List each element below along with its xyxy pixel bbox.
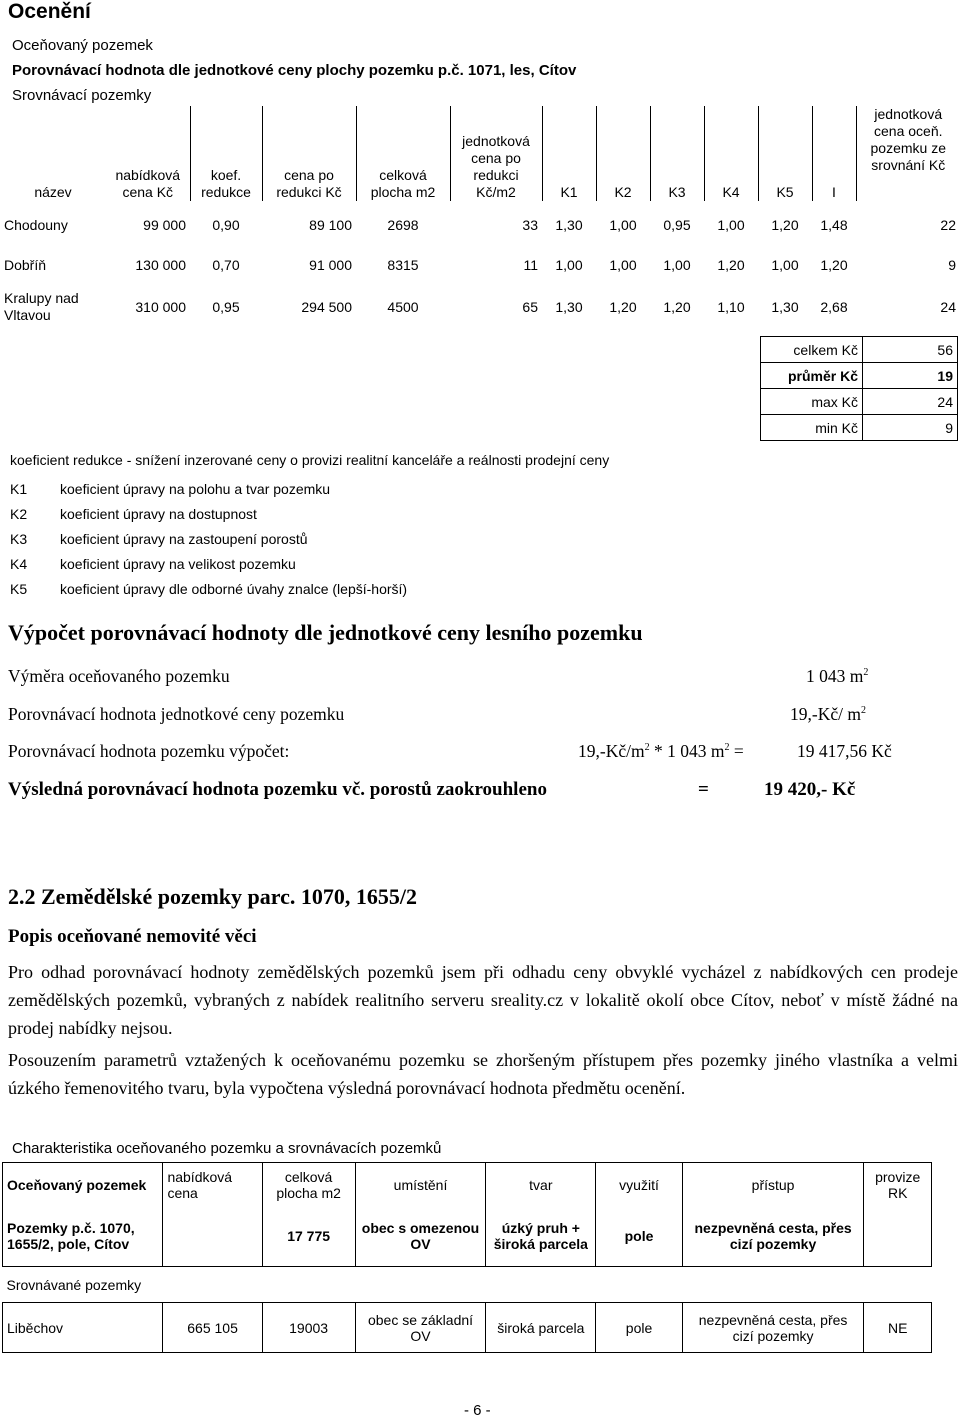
cell-reduced: 91 000 xyxy=(309,257,352,273)
cell-unit: 11 xyxy=(523,257,538,273)
subject-commission xyxy=(864,1207,932,1267)
paragraph-1: Pro odhad porovnávací hodnoty zemědělských pozemků jsem při odhadu ceny obvyklé vycházel z nabídkových cen prodeje zemědělských pozemků, vybraných z nabídek realitního serveru sreality.cz v lokalitě okolí obce Cítov, neboť v místě žádné na prodej nabídky nejsou. xyxy=(8,962,958,1038)
stats-row xyxy=(761,337,958,363)
cell-i: 1,48 xyxy=(820,216,848,233)
cell-k2: 1,20 xyxy=(609,299,637,315)
cell-offer: 310 000 xyxy=(135,299,186,315)
stats-value: 19 xyxy=(863,363,958,389)
calc-result: 19 417,56 Kč xyxy=(797,741,892,761)
char-title: Charakteristika oceňovaného pozemku a srovnávacích pozemků xyxy=(12,1140,442,1157)
compared-row xyxy=(3,1303,932,1353)
legend-key: K3 xyxy=(10,530,28,547)
header-k5: K5 xyxy=(758,106,812,201)
cell-reduced: 294 500 xyxy=(301,299,352,315)
char-header-use: využití xyxy=(596,1163,683,1207)
compared-access: nezpevněná cesta, přes cizí pozemky xyxy=(682,1303,864,1353)
header-result: jednotková cena oceň. pozemku ze srovnání Kč xyxy=(870,106,946,173)
subject-row xyxy=(3,1207,932,1267)
header-area: celková plocha m2 xyxy=(356,106,450,201)
compared-offer: 665 105 xyxy=(163,1303,262,1353)
cell-k1: 1,30 xyxy=(555,299,583,315)
unit-label: Porovnávací hodnota jednotkové ceny pozemku xyxy=(8,704,345,724)
table-row xyxy=(0,201,960,248)
area-value xyxy=(806,666,868,687)
characteristic-table xyxy=(2,1162,932,1353)
cell-k1: 1,30 xyxy=(555,216,583,233)
header-offer: nabídková cena Kč xyxy=(106,106,190,201)
legend-text: koeficient úpravy dle odborné úvahy znalce (lepší-horší) xyxy=(60,580,408,597)
legend-item xyxy=(10,501,407,526)
table-row xyxy=(0,248,960,282)
comparison-label: Srovnávací pozemky xyxy=(12,87,152,104)
header-name: název xyxy=(34,184,72,200)
legend-text: koeficient úpravy na polohu a tvar pozemku xyxy=(60,480,331,497)
cell-k5: 1,30 xyxy=(771,299,799,315)
comparison-table xyxy=(0,106,960,332)
compared-location: obec se základní OV xyxy=(355,1303,486,1353)
header-unit: jednotková cena po redukci Kč/m2 xyxy=(450,106,542,201)
legend-key: K2 xyxy=(10,505,28,522)
calc-title: Výpočet porovnávací hodnoty dle jednotkové ceny lesního pozemku xyxy=(8,620,643,645)
char-header-area: celková plocha m2 xyxy=(262,1163,355,1207)
result-value: 19 420,- Kč xyxy=(764,779,856,800)
cell-k2: 1,00 xyxy=(609,257,637,273)
cell-k5: 1,20 xyxy=(771,216,799,233)
stats-value: 9 xyxy=(863,415,958,441)
sup: 2 xyxy=(863,667,869,679)
stats-label: max Kč xyxy=(761,389,863,415)
cell-k2: 1,00 xyxy=(609,216,637,233)
stats-label: celkem Kč xyxy=(761,337,863,363)
area-label: Výměra oceňovaného pozemku xyxy=(8,666,230,686)
cell-coef: 0,95 xyxy=(212,299,240,315)
cell-name: Chodouny xyxy=(4,216,68,233)
cell-result: 24 xyxy=(940,299,956,315)
subject-label: Oceňovaný pozemek xyxy=(12,37,153,54)
legend-item xyxy=(10,526,407,551)
char-header-access: přístup xyxy=(682,1163,864,1207)
result-label: Výsledná porovnávací hodnota pozemku vč. porostů zaokrouhleno xyxy=(8,779,547,800)
cell-area: 4500 xyxy=(387,299,419,315)
stats-value: 24 xyxy=(863,389,958,415)
compared-shape: široká parcela xyxy=(486,1303,596,1353)
header-coef: koef. redukce xyxy=(190,106,262,201)
legend-item xyxy=(10,576,407,601)
char-header-shape: tvar xyxy=(486,1163,596,1207)
subject-offer xyxy=(163,1207,262,1267)
cell-k4: 1,20 xyxy=(717,257,745,273)
cell-coef: 0,70 xyxy=(212,257,240,273)
char-header-location: umístění xyxy=(355,1163,486,1207)
cell-name: Kralupy nad Vltavou xyxy=(4,290,79,323)
legend-item xyxy=(10,551,407,576)
cell-offer: 130 000 xyxy=(135,257,186,273)
stats-label: min Kč xyxy=(761,415,863,441)
cell-k3: 1,20 xyxy=(663,299,691,315)
cell-coef: 0,90 xyxy=(212,216,240,233)
header-i: I xyxy=(812,106,856,201)
legend-key: K5 xyxy=(10,580,28,597)
header-k3: K3 xyxy=(650,106,704,201)
compared-name: Liběchov xyxy=(3,1303,163,1353)
page-heading: Ocenění xyxy=(8,0,91,23)
header-reduced: cena po redukci Kč xyxy=(262,106,356,201)
cell-result: 9 xyxy=(948,257,956,273)
paragraph-2: Posouzením parametrů vztažených k oceňovanému pozemku se zhoršeným přístupem přes pozemky jiného vlastníka a velmi úzkého řemenovitého tvaru, byla vypočtena výsledná porovnávací hodnota předmětu ocenění. xyxy=(8,1050,958,1098)
header-k1: K1 xyxy=(542,106,596,201)
sup: 2 xyxy=(860,705,866,717)
legend-key: K1 xyxy=(10,480,28,497)
page-number: - 6 - xyxy=(464,1402,491,1419)
compared-use: pole xyxy=(596,1303,683,1353)
cell-k3: 0,95 xyxy=(663,216,691,233)
calc-expression xyxy=(578,741,744,762)
compared-label: Srovnávané pozemky xyxy=(3,1267,932,1303)
stats-label: průměr Kč xyxy=(761,363,863,389)
cell-unit: 65 xyxy=(522,299,538,315)
cell-result: 22 xyxy=(940,216,956,233)
cell-offer: 99 000 xyxy=(143,216,186,233)
legend-table xyxy=(10,476,407,601)
char-header-commission: provize RK xyxy=(864,1163,932,1207)
stats-row xyxy=(761,363,958,389)
legend-text: koeficient úpravy na velikost pozemku xyxy=(60,555,296,572)
stats-row xyxy=(761,389,958,415)
cell-k4: 1,10 xyxy=(717,299,745,315)
section-title: 2.2 Zemědělské pozemky parc. 1070, 1655/2 xyxy=(8,884,418,909)
table-row xyxy=(0,282,960,332)
section-subtitle: Popis oceňované nemovité věci xyxy=(8,926,257,947)
cell-k1: 1,00 xyxy=(555,257,583,273)
cell-reduced: 89 100 xyxy=(309,216,352,233)
cell-area: 2698 xyxy=(387,216,419,233)
cell-i: 1,20 xyxy=(820,257,848,273)
cell-i: 2,68 xyxy=(820,299,848,315)
calc-part: * 1 043 m xyxy=(649,741,725,761)
cell-k4: 1,00 xyxy=(717,216,745,233)
area-value-text: 1 043 m xyxy=(806,666,864,686)
comparison-title: Porovnávací hodnota dle jednotkové ceny plochy pozemku p.č. 1071, les, Cítov xyxy=(12,62,577,79)
stats-row xyxy=(761,415,958,441)
stats-value: 56 xyxy=(863,337,958,363)
subject-location: obec s omezenou OV xyxy=(355,1207,486,1267)
calc-label: Porovnávací hodnota pozemku výpočet: xyxy=(8,741,290,761)
unit-value-text: 19,-Kč/ m xyxy=(790,704,861,724)
header-k2: K2 xyxy=(596,106,650,201)
cell-area: 8315 xyxy=(387,257,419,273)
legend-key: K4 xyxy=(10,555,28,572)
header-k4: K4 xyxy=(704,106,758,201)
subject-shape: úzký pruh + široká parcela xyxy=(486,1207,596,1267)
char-header-subject: Oceňovaný pozemek xyxy=(3,1163,163,1207)
subject-access: nezpevněná cesta, přes cizí pozemky xyxy=(682,1207,864,1267)
sup: 2 xyxy=(724,742,730,754)
compared-area: 19003 xyxy=(262,1303,355,1353)
cell-k3: 1,00 xyxy=(663,257,691,273)
calc-part: = xyxy=(729,741,744,761)
cell-unit: 33 xyxy=(522,216,538,233)
compared-commission: NE xyxy=(864,1303,932,1353)
sup: 2 xyxy=(644,742,650,754)
char-header-offer: nabídková cena xyxy=(163,1163,262,1207)
subject-area: 17 775 xyxy=(262,1207,355,1267)
legend-intro: koeficient redukce - snížení inzerované ceny o provizi realitní kanceláře a reálnosti prodejní ceny xyxy=(10,452,610,468)
calc-part: 19,-Kč/m xyxy=(578,741,645,761)
subject-name: Pozemky p.č. 1070, 1655/2, pole, Cítov xyxy=(3,1207,163,1267)
legend-text: koeficient úpravy na dostupnost xyxy=(60,505,257,522)
unit-value xyxy=(790,704,866,725)
legend-text: koeficient úpravy na zastoupení porostů xyxy=(60,530,308,547)
legend-item xyxy=(10,476,407,501)
cell-name: Dobříň xyxy=(4,257,47,273)
subject-use: pole xyxy=(596,1207,683,1267)
stats-table xyxy=(760,336,958,441)
result-eq: = xyxy=(698,779,709,800)
cell-k5: 1,00 xyxy=(771,257,799,273)
